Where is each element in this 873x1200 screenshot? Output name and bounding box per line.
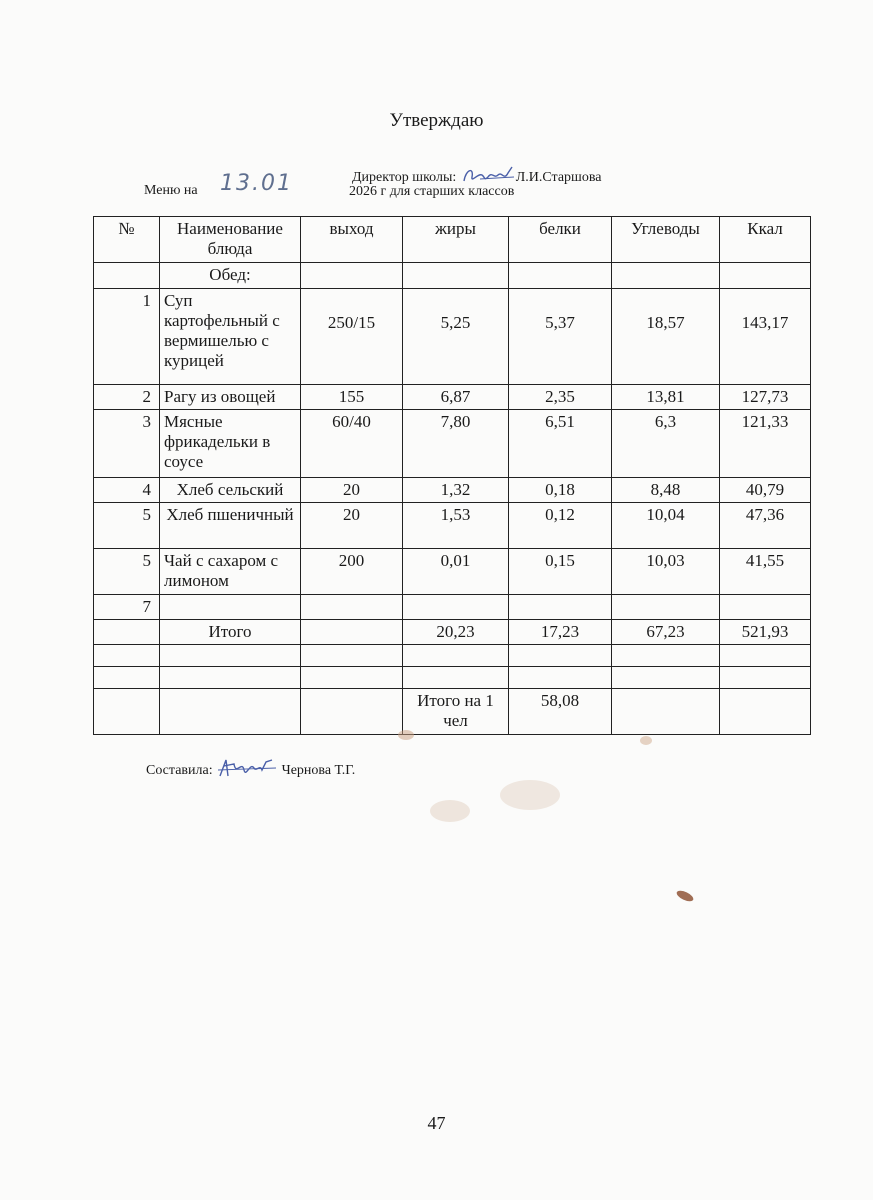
menu-table: [93, 216, 811, 735]
row-protein: 0,18: [509, 478, 612, 503]
compiler-signature: [216, 756, 278, 782]
row-kcal: 41,55: [720, 549, 811, 595]
stain-mark: [640, 736, 652, 745]
col-header-fat: жиры: [403, 217, 509, 263]
row-name: [160, 595, 301, 620]
stain-mark: [430, 800, 470, 822]
col-header-carbs: Углеводы: [612, 217, 720, 263]
year-class-line: 2026 г для старших классов: [349, 184, 515, 199]
director-name: Л.И.Старшова: [515, 170, 602, 185]
empty-row: [94, 667, 811, 689]
row-carbs: 8,48: [612, 478, 720, 503]
row-name: Рагу из овощей: [160, 385, 301, 410]
compiled-label: Составила:: [146, 763, 213, 778]
row-output: 20: [301, 503, 403, 549]
table-row: [94, 289, 811, 385]
row-name: Мясные фрикадельки в соусе: [160, 410, 301, 478]
row-num: 7: [94, 595, 160, 620]
row-carbs: 13,81: [612, 385, 720, 410]
col-header-output: выход: [301, 217, 403, 263]
row-name: Хлеб сельский: [160, 478, 301, 503]
compiler-name: Чернова Т.Г.: [281, 763, 356, 778]
row-kcal: 47,36: [720, 503, 811, 549]
row-carbs: 10,04: [612, 503, 720, 549]
row-num: 5: [94, 549, 160, 595]
total-protein: 17,23: [509, 620, 612, 645]
row-fat: 1,53: [403, 503, 509, 549]
row-protein: 6,51: [509, 410, 612, 478]
row-kcal: 40,79: [720, 478, 811, 503]
approve-heading: Утверждаю: [389, 110, 484, 131]
row-carbs: [612, 595, 720, 620]
row-fat: 6,87: [403, 385, 509, 410]
per-person-label: Итого на 1 чел: [403, 689, 509, 735]
row-num: 2: [94, 385, 160, 410]
table-row: [94, 410, 811, 478]
row-output: 60/40: [301, 410, 403, 478]
stain-mark: [500, 780, 560, 810]
row-name: Хлеб пшеничный: [160, 503, 301, 549]
menu-label: Меню на: [144, 183, 198, 198]
col-header-name: Наименование блюда: [160, 217, 301, 263]
col-header-num: №: [94, 217, 160, 263]
total-row: [94, 620, 811, 645]
row-fat: [403, 595, 509, 620]
row-protein: 0,12: [509, 503, 612, 549]
table-header-row: [94, 217, 811, 263]
section-row: [94, 263, 811, 289]
row-carbs: 10,03: [612, 549, 720, 595]
row-output: 155: [301, 385, 403, 410]
row-output: 200: [301, 549, 403, 595]
row-kcal: [720, 595, 811, 620]
table-row: [94, 595, 811, 620]
empty-row: [94, 645, 811, 667]
table-row: [94, 385, 811, 410]
row-carbs: 6,3: [612, 410, 720, 478]
stain-mark: [398, 730, 414, 740]
col-header-kcal: Ккал: [720, 217, 811, 263]
total-carbs: 67,23: [612, 620, 720, 645]
table-row: [94, 478, 811, 503]
total-label: Итого: [160, 620, 301, 645]
row-output: 20: [301, 478, 403, 503]
row-num: 5: [94, 503, 160, 549]
row-num: 4: [94, 478, 160, 503]
row-output: [301, 595, 403, 620]
per-person-row: [94, 689, 811, 735]
row-output: 250/15: [301, 289, 403, 385]
row-num: 1: [94, 289, 160, 385]
stain-mark: [675, 889, 695, 904]
director-label: Директор школы:: [352, 170, 457, 185]
row-name: Чай с сахаром с лимоном: [160, 549, 301, 595]
page-number: 47: [427, 1113, 446, 1133]
row-fat: 1,32: [403, 478, 509, 503]
per-person-value: 58,08: [509, 689, 612, 735]
compiled-line: [146, 756, 355, 782]
row-kcal: 121,33: [720, 410, 811, 478]
menu-date-handwritten: 13.01: [220, 171, 293, 196]
section-label: Обед:: [160, 263, 301, 289]
row-num: 3: [94, 410, 160, 478]
row-kcal: 143,17: [720, 289, 811, 385]
row-kcal: 127,73: [720, 385, 811, 410]
row-protein: 5,37: [509, 289, 612, 385]
col-header-protein: белки: [509, 217, 612, 263]
total-fat: 20,23: [403, 620, 509, 645]
row-fat: 5,25: [403, 289, 509, 385]
table-row: [94, 549, 811, 595]
row-fat: 7,80: [403, 410, 509, 478]
row-protein: 2,35: [509, 385, 612, 410]
row-protein: [509, 595, 612, 620]
row-fat: 0,01: [403, 549, 509, 595]
row-name: Суп картофельный с вермишелью с курицей: [160, 289, 301, 385]
row-protein: 0,15: [509, 549, 612, 595]
total-kcal: 521,93: [720, 620, 811, 645]
table-row: [94, 503, 811, 549]
row-carbs: 18,57: [612, 289, 720, 385]
